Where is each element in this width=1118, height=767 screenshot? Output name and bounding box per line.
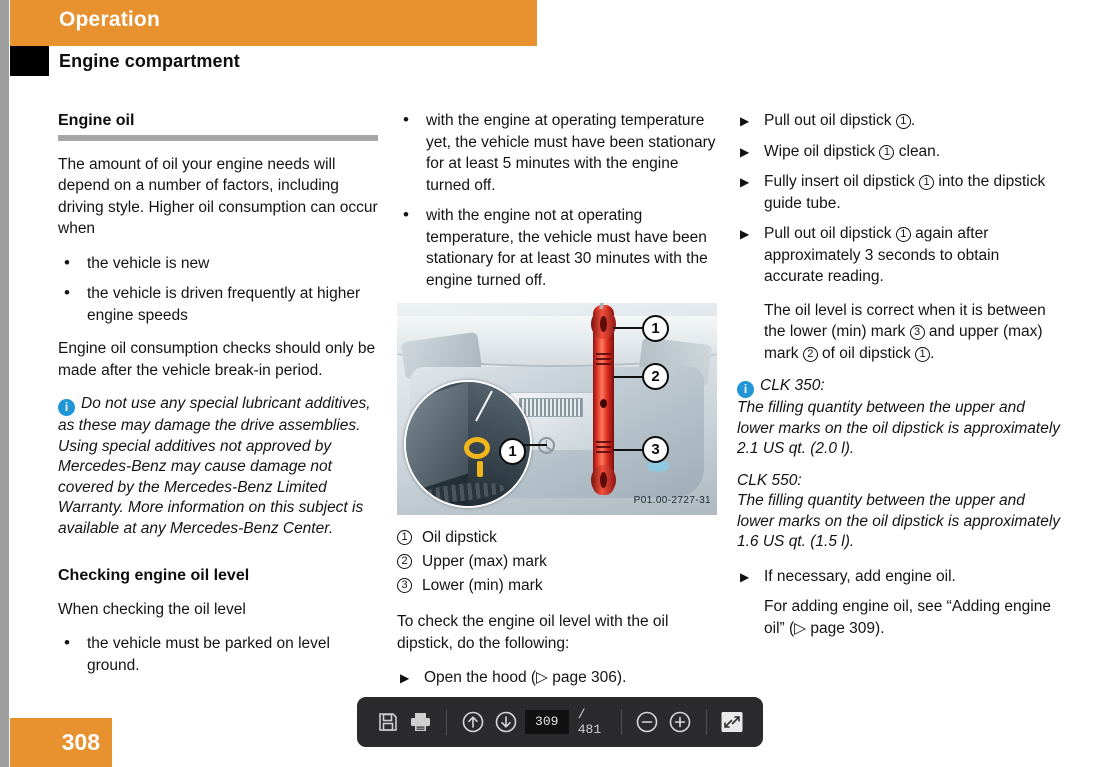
inline-callout-number: 1 bbox=[919, 175, 934, 190]
dipstick-top-loop bbox=[591, 309, 616, 339]
check-oil-intro: To check the engine oil level with the oil dipstick, do the following: bbox=[397, 613, 669, 652]
page-number-text: 308 bbox=[61, 729, 100, 755]
figure-watermark: P01.00-2727-31 bbox=[633, 494, 711, 506]
list-item bbox=[397, 527, 719, 549]
legend-number: 3 bbox=[397, 578, 412, 593]
checking-oil-level-intro: When checking the oil level bbox=[58, 600, 246, 618]
step-text-post: clean. bbox=[894, 142, 941, 160]
list-item bbox=[737, 141, 1062, 163]
dipstick-handle-yellow bbox=[464, 437, 490, 459]
engine-condition-bullet-list bbox=[397, 110, 719, 291]
chapter-title: Operation bbox=[59, 8, 160, 31]
next-page-icon bbox=[494, 710, 518, 734]
legend-label: Oil dipstick bbox=[422, 529, 497, 546]
checking-oil-level-heading: Checking engine oil level bbox=[58, 567, 250, 584]
toolbar-separator bbox=[621, 709, 622, 735]
toolbar-separator bbox=[706, 709, 707, 735]
action-text-before: Open the hood ( bbox=[424, 669, 537, 686]
page-number-input[interactable] bbox=[525, 710, 569, 734]
chapter-header-bar bbox=[10, 0, 537, 46]
note-title: CLK 350: bbox=[760, 377, 825, 394]
engine-oil-heading: Engine oil bbox=[58, 112, 135, 129]
inline-callout-number: 2 bbox=[803, 347, 818, 362]
cross-reference-link[interactable]: page 309 bbox=[806, 619, 876, 637]
action-text-after: ). bbox=[616, 669, 627, 686]
list-item bbox=[397, 551, 719, 573]
dipstick-notch bbox=[596, 363, 611, 365]
page-number-badge bbox=[10, 718, 112, 767]
zoom-out-button[interactable] bbox=[631, 704, 664, 740]
level-text-p1: The oil level is correct when it is between the lower (min) mark bbox=[764, 301, 1046, 340]
figure-callout-inset-1: 1 bbox=[499, 438, 526, 465]
fullscreen-button[interactable] bbox=[716, 704, 749, 740]
print-icon bbox=[409, 711, 432, 733]
list-item bbox=[737, 171, 1062, 214]
info-icon bbox=[737, 381, 754, 398]
inline-callout-number: 3 bbox=[910, 325, 925, 340]
dipstick-notch bbox=[596, 358, 611, 360]
list-item: • the vehicle is new bbox=[58, 253, 378, 275]
list-item bbox=[397, 575, 719, 597]
clk350-filling-note bbox=[737, 376, 1062, 460]
section-title: Engine compartment bbox=[59, 51, 240, 71]
toolbar-separator bbox=[446, 709, 447, 735]
zoom-in-icon bbox=[668, 710, 692, 734]
legend-number: 1 bbox=[397, 530, 412, 545]
engine-oil-bullet-list bbox=[58, 253, 378, 327]
figure-callout-2: 2 bbox=[642, 363, 669, 390]
legend-number: 2 bbox=[397, 554, 412, 569]
list-item: • the vehicle must be parked on level ground. bbox=[58, 633, 378, 676]
note-body: The filling quantity between the upper and lower marks on the oil dipstick is approximately 2.1 US qt. (2.0 l). bbox=[737, 399, 1061, 457]
lubricant-additives-note bbox=[58, 394, 378, 539]
dipstick-notch bbox=[596, 446, 611, 448]
oil-dipstick-illustration bbox=[593, 305, 614, 495]
inline-callout-number: 1 bbox=[896, 227, 911, 242]
dipstick-steps-list bbox=[737, 110, 1062, 288]
print-button[interactable] bbox=[404, 704, 437, 740]
step-text-pre: Fully insert oil dipstick bbox=[764, 173, 920, 190]
step-text-pre: Pull out oil dipstick bbox=[764, 112, 896, 129]
open-hood-action-list bbox=[397, 667, 719, 689]
legend-label: Lower (min) mark bbox=[422, 577, 543, 594]
figure-legend-list bbox=[397, 527, 719, 597]
level-text-p2: and upper (max) mark bbox=[764, 323, 1043, 362]
adding-engine-oil-reference bbox=[737, 596, 1062, 639]
list-item bbox=[737, 110, 1062, 132]
add-engine-oil-action-list bbox=[737, 566, 1062, 588]
next-page-button[interactable] bbox=[490, 704, 523, 740]
oil-level-correct-text bbox=[737, 300, 1062, 365]
zoom-out-icon bbox=[635, 710, 659, 734]
page-total-label: / 481 bbox=[577, 707, 602, 737]
step-text-post: . bbox=[910, 112, 916, 129]
step-text-post: into the dipstick guide tube. bbox=[764, 173, 1046, 212]
cross-reference-arrow-icon: ▷ bbox=[536, 669, 548, 686]
zoom-in-button[interactable] bbox=[664, 704, 697, 740]
figure-callout-1: 1 bbox=[642, 315, 669, 342]
save-button[interactable] bbox=[371, 704, 404, 740]
dipstick-midpoint bbox=[600, 399, 607, 408]
note-title: CLK 550: bbox=[737, 471, 802, 489]
middle-column bbox=[397, 110, 719, 701]
document-toolbar bbox=[357, 697, 763, 747]
note-body: The filling quantity between the upper and lower marks on the oil dipstick is approximately 1.6 US qt. (1.5 l). bbox=[737, 492, 1061, 550]
dipstick-notch bbox=[596, 441, 611, 443]
step-text-pre: Pull out oil dipstick bbox=[764, 225, 896, 242]
ref-text-after: ). bbox=[875, 619, 885, 637]
checking-oil-level-bullet-list bbox=[58, 633, 378, 676]
legend-label: Upper (max) mark bbox=[422, 553, 547, 570]
figure-callout-3: 3 bbox=[642, 436, 669, 463]
engine-oil-intro: The amount of oil your engine needs will depend on a number of factors, including driving style. Higher oil consumption can occur when bbox=[58, 155, 378, 237]
list-item bbox=[737, 223, 1062, 288]
ref-text-before: For adding engine oil, see “Adding engine oil” ( bbox=[764, 598, 1051, 637]
dipstick-notch bbox=[596, 353, 611, 355]
list-item: ▶ If necessary, add engine oil. bbox=[737, 566, 1062, 588]
note-text: Do not use any special lubricant additives, as these may damage the drive assemblies. Using special additives not approved by Mercedes-Benz may cause damage not covered by the Mercedes-Benz Limited Warranty. More information on this subject is available at any Mercedes-Benz Center. bbox=[58, 395, 371, 537]
previous-page-button[interactable] bbox=[456, 704, 489, 740]
level-text-p4: . bbox=[930, 344, 935, 362]
header-black-block bbox=[10, 46, 49, 76]
info-icon bbox=[58, 399, 75, 416]
inline-callout-number: 1 bbox=[879, 145, 894, 160]
dipstick-notch bbox=[596, 451, 611, 453]
heading-rule bbox=[58, 135, 378, 141]
step-text-pre: Wipe oil dipstick bbox=[764, 142, 880, 160]
page-navigator[interactable] bbox=[525, 707, 610, 737]
fullscreen-icon bbox=[720, 711, 744, 733]
level-text-p3: of oil dipstick bbox=[817, 344, 916, 362]
cross-reference-link[interactable]: page 306 bbox=[547, 669, 617, 686]
dipstick-bottom-loop bbox=[591, 465, 616, 495]
clk550-filling-note bbox=[737, 471, 1062, 553]
left-rail bbox=[0, 0, 9, 767]
list-item bbox=[397, 667, 719, 689]
left-column bbox=[58, 110, 378, 688]
right-column bbox=[737, 110, 1062, 651]
inline-callout-number: 1 bbox=[896, 114, 911, 129]
list-item: • with the engine not at operating temperature, the vehicle must have been stationary for at least 30 minutes with the engine turned off. bbox=[397, 205, 719, 291]
step-text-post: again after approximately 3 seconds to obtain accurate reading. bbox=[764, 225, 1000, 285]
previous-page-icon bbox=[461, 710, 485, 734]
list-item: • the vehicle is driven frequently at higher engine speeds bbox=[58, 283, 378, 326]
inline-callout-number: 1 bbox=[915, 347, 930, 362]
cross-reference-arrow-icon: ▷ bbox=[794, 619, 807, 637]
engine-oil-break-in-text: Engine oil consumption checks should only be made after the vehicle break-in period. bbox=[58, 340, 376, 379]
list-item: • with the engine at operating temperature yet, the vehicle must have been stationary for at least 5 minutes with the engine turned off. bbox=[397, 110, 719, 196]
save-icon bbox=[377, 711, 399, 733]
engine-compartment-figure bbox=[397, 303, 717, 515]
